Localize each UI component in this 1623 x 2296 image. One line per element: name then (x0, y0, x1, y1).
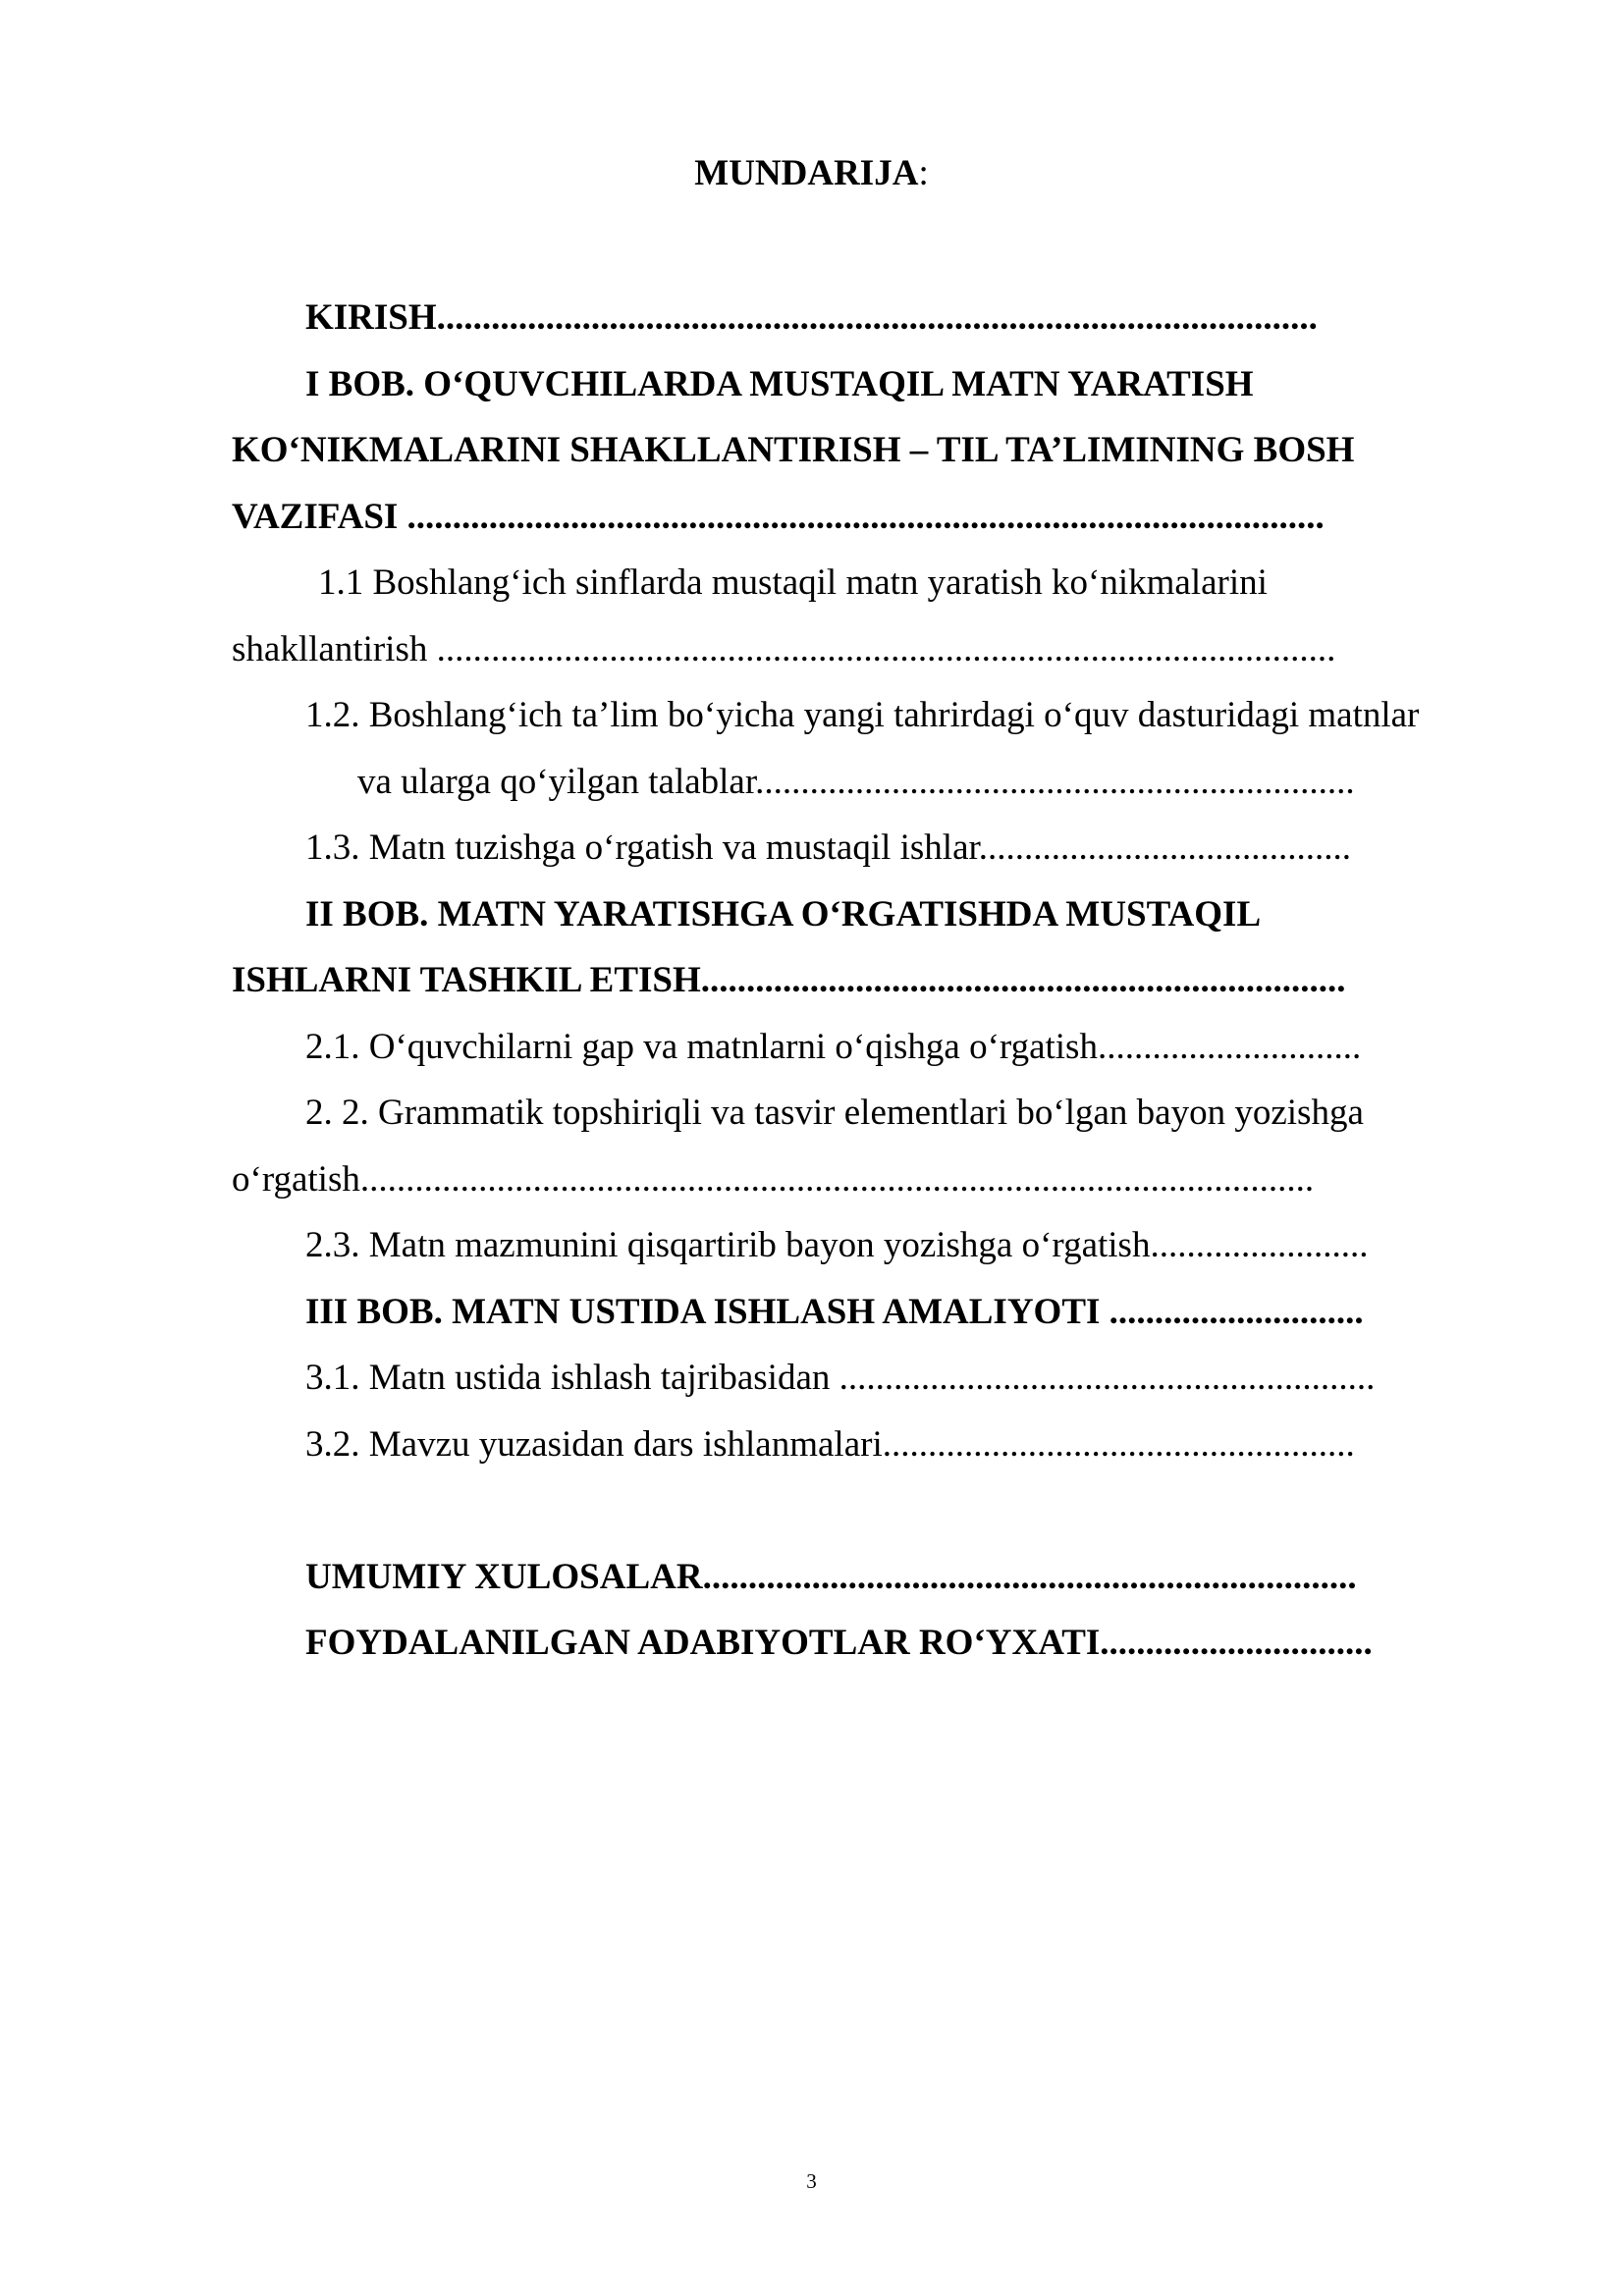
toc-entry-section-3-1[interactable]: 3.1. Matn ustida ishlash tajribasidan ........................................................... (305, 1358, 1376, 1398)
toc-entry-section-1-3[interactable]: 1.3. Matn tuzishga o‘rgatish va mustaqil ishlar......................................... (305, 828, 1352, 868)
toc-entry-chapter-3[interactable]: III BOB. MATN USTIDA ISHLASH AMALIYOTI ............................ (305, 1291, 1364, 1332)
toc-entry-conclusions[interactable]: UMUMIY XULOSALAR........................................................................ (305, 1556, 1357, 1597)
table-of-contents (232, 285, 1508, 1677)
toc-entry-section-1-2-cont[interactable]: va ularga qo‘yilgan talablar.................................................................. (357, 761, 1355, 802)
toc-entry-chapter-2[interactable]: II BOB. MATN YARATISHGA O‘RGATISHDA MUSTAQIL (305, 893, 1262, 934)
toc-entry-section-1-1[interactable]: 1.1 Boshlang‘ich sinflarda mustaqil matn yaratish ko‘nikmalarini (318, 562, 1268, 603)
toc-entry-kirish[interactable]: KIRISH................................................................................................. (305, 297, 1318, 338)
title-text: MUNDARIJA (694, 153, 919, 193)
toc-entry-section-1-1-cont[interactable]: shakllantirish ................................................................................................... (232, 628, 1336, 669)
toc-entry-chapter-1-cont[interactable]: VAZIFASI ..................................................................................................... (232, 496, 1325, 537)
toc-entry-section-2-2-cont[interactable]: o‘rgatish......................................................................................................... (232, 1158, 1315, 1200)
toc-spacer (232, 1477, 1508, 1544)
toc-entry-section-1-2[interactable]: 1.2. Boshlang‘ich ta’lim bo‘yicha yangi tahrirdagi o‘quv dasturidagi matnlar (305, 695, 1420, 735)
toc-entry-section-2-1[interactable]: 2.1. O‘quvchilarni gap va matnlarni o‘qishga o‘rgatish............................. (305, 1026, 1362, 1067)
toc-entry-chapter-1-cont[interactable]: KO‘NIKMALARINI SHAKLLANTIRISH – TIL TA’LIMINING BOSH (232, 430, 1355, 470)
toc-entry-section-2-3[interactable]: 2.3. Matn mazmunini qisqartirib bayon yozishga o‘rgatish........................ (305, 1225, 1369, 1265)
toc-entry-chapter-1[interactable]: I BOB. O‘QUVCHILARDA MUSTAQIL MATN YARATISH (305, 363, 1254, 404)
toc-entry-section-3-2[interactable]: 3.2. Mavzu yuzasidan dars ishlanmalari.................................................... (305, 1423, 1355, 1465)
toc-entry-chapter-2-cont[interactable]: ISHLARNI TASHKIL ETISH....................................................................... (232, 960, 1346, 1000)
toc-entry-section-2-2[interactable]: 2. 2. Grammatik topshiriqli va tasvir elementlari bo‘lgan bayon yozishga (305, 1093, 1364, 1133)
toc-entry-references[interactable]: FOYDALANILGAN ADABIYOTLAR RO‘YXATI.............................. (305, 1623, 1373, 1663)
page-number: 3 (806, 2169, 817, 2193)
title-colon: : (918, 153, 929, 193)
page-title (0, 151, 1623, 196)
